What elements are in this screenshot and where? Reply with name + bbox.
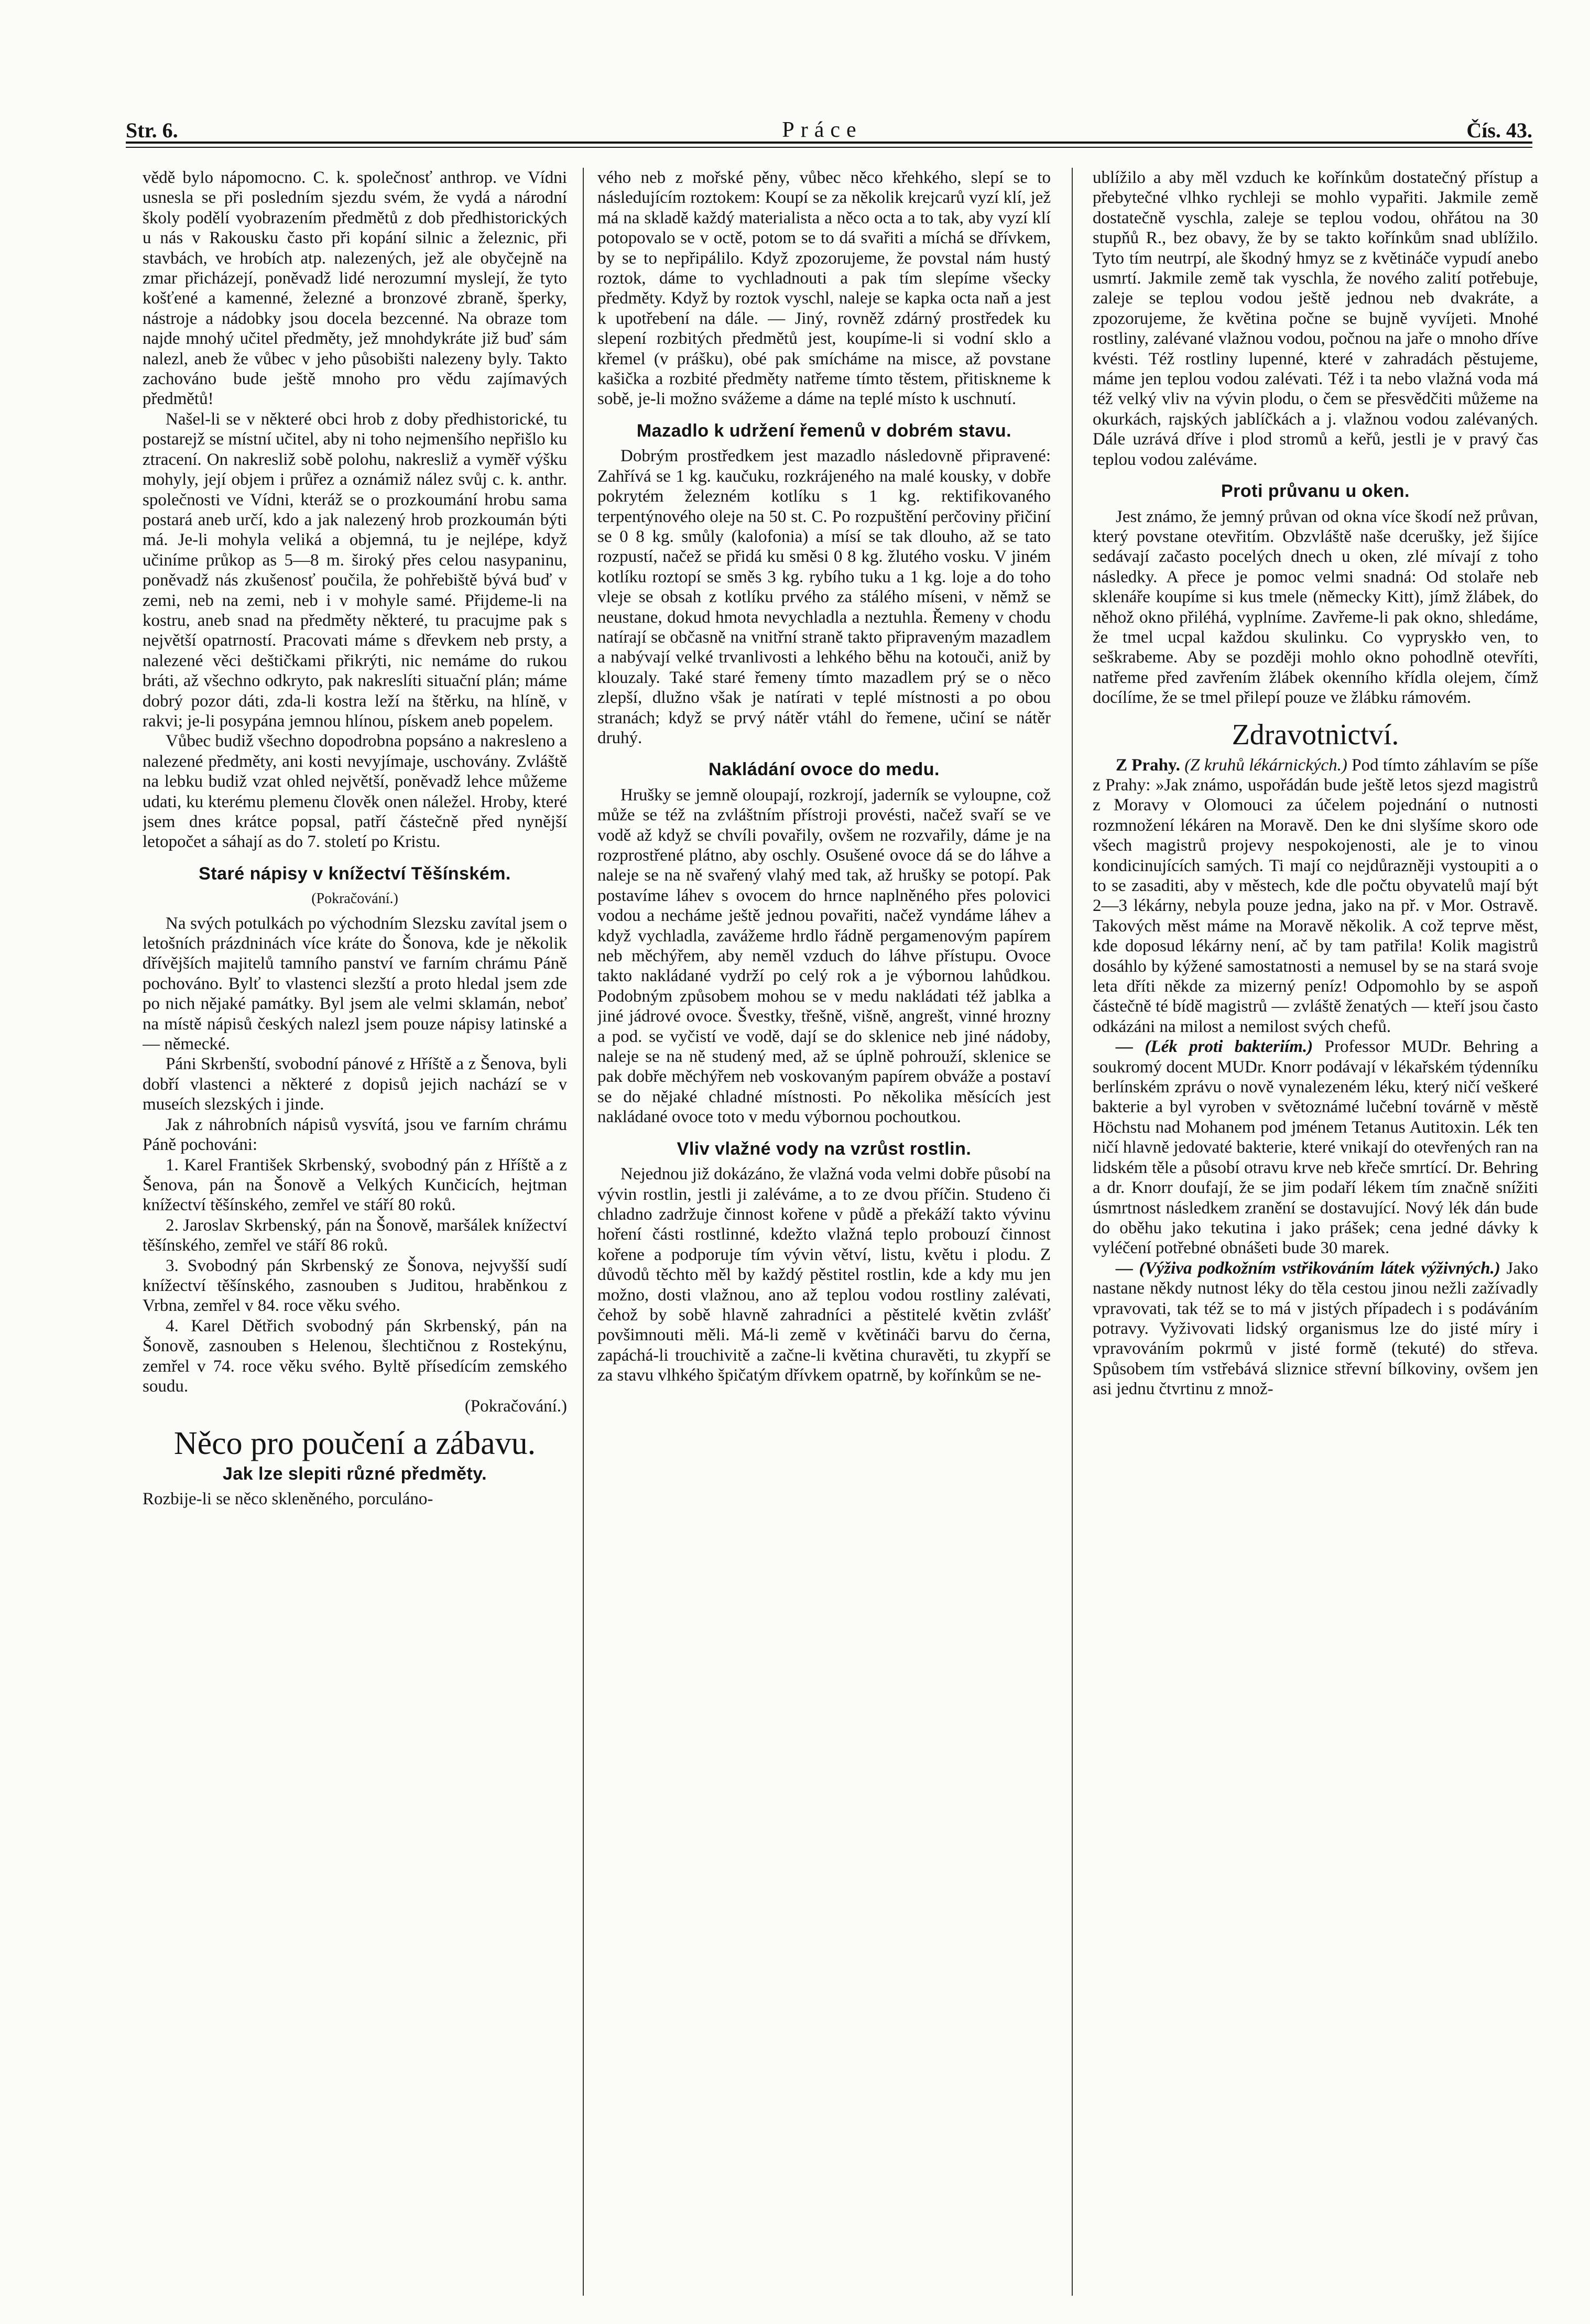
article-heading: Nakládání ovoce do medu. (709, 759, 940, 780)
paragraph-text: Jako nastane někdy nutnost léky do těla cestou jinou nežli zažívadly vpravovati, tak též se to má v jistých případech i s podáváním potravy. Vyživovati lidský organismus lze do jisté míry i vpravováním pokrmů v jisté formě (tekuté) do střeva. Spůsobem tím vstřebává sliznice střevní bílkoviny, ovšem jen asi jednu čtvrtinu z množ- (1093, 1258, 1538, 1399)
masthead-title: Práce (782, 118, 863, 142)
paragraph: Našel-li se v některé obci hrob z doby předhistorické, tu postarejž se místní učitel, aby ni toho nejmenšího nepřišlo ku ztracení. On nakresliž sobě polohu, nakresliž a vyměř výšku mohyly, její objem i průřez a oznámiž nález svůj c. k. anthr. společnosti ve Vídni, kteráž se o prozkoumání hrobu sama postará aneb určí, kdo a jak nalezený hrob prozkoumán býti má. Je-li mohyla veliká a objemná, tu je nejlépe, když učiníme průkop as 5—8 m. široký přes celou nasypaninu, poněvadž nás zkušenosť poučila, že pohřebiště bývá buď v zemi, neb na zemi, neb i v mohyle samé. Přijdeme-li na kostru, aneb snad na předměty některé, tu pracujme pak s největší opatrností. Pracovati máme s dřevkem neb prsty, a nalezené věci deštičkami přikrýti, nic nemáme do rukou bráti, až všechno odkryto, pak nakreslíti situační plán; máme dobrý pozor dáti, zda-li kostra leží na štěrku, na hlíně, v rakvi; je-li posypána jemnou hlínou, pískem aneb popelem. (143, 409, 567, 731)
paragraph (1093, 1037, 1538, 1258)
article-heading: Jak lze slepiti různé předměty. (222, 1463, 487, 1484)
column-2 (597, 168, 1051, 2296)
paragraph: Hrušky se jemně oloupají, rozkrojí, jaderník se vyloupne, což může se též na zvláštním přístroji provésti, načež svaří se ve vodě až když se chvíli povařily, ovšem ne rozvařily, dáme je na rozprostřené plátno, aby oschly. Osušené ovoce dá se do láhve a naleje se na ně svařený vlahý med tak, až hrušky se potopí. Pak postavíme láhev s ovocem do hrnce naplněného přes polovici vodou a necháme ještě jednou povařiti, načež vyndáme láhev a když vychladla, zavážeme hrdlo řádně pergamenovým papírem neb měchýřem, aby neměl vzduch do láhve přístupu. Ovoce takto nakládané vydrží po celý rok a je výbornou lahůdkou. Podobným způsobem mohou se v medu nakládati též jablka a jiné jádrové ovoce. Švestky, třešně, višně, angrešt, vinné hrozny a pod. se vyčistí ve vodě, dají se do sklenice neb jiné nádoby, naleje se na ně studený med, až se úplně pohrouží, sklenice se pak dobře měchýřem neb voskovaným papírem obváže a postaví se do nějaké chladné místnosti. Po několika měsících jest nakládané ovoce toto v medu výbornou pochoutkou. (597, 785, 1051, 1127)
article-heading: Staré nápisy v knížectví Těšínském. (199, 863, 511, 884)
article-heading: Mazadlo k udržení řemenů v dobrém stavu. (636, 420, 1012, 441)
page-number: Str. 6. (126, 118, 178, 142)
section-heading: Zdravotnictví. (1232, 718, 1399, 751)
list-item: 2. Jaroslav Skrbenský, pán na Šonově, maršálek knížectví těšínského, zemřel ve stáří 86 roků. (143, 1215, 567, 1255)
paragraph: vědě bylo nápomocno. C. k. společnosť anthrop. ve Vídni usnesla se při posledním sjezdu svém, že vydá a národní školy podělí vyobrazením předmětů z dob předhistorických u nás v Rakousku často při kopání silnic a železnic, při stavbách, ve hrobích atp. nalezených, jež ale obyčejně na zmar přicházejí, poněvadž lidé nerozumní myslejí, že tyto košťené a kamenné, železné a bronzové zbraně, šperky, nástroje a nádobky jsou docela bezcenné. Na obraze tom najde mnohý učitel předměty, jež mnohdykráte již buď sám nalezl, aneb že vůbec v jeho působišti nalezeny byly. Takto zachováno bude ještě mnoho pro vědu zajímavých předmětů! (143, 168, 567, 409)
continuation-note: (Pokračování.) (311, 890, 398, 907)
column-1 (143, 168, 567, 2296)
header-rule (126, 142, 1532, 144)
paragraph: Jest známo, že jemný průvan od okna více škodí než průvan, který povstane otevřitím. Obzvláště naše dcerušky, jež šijíce sedávají začasto pocelých dnech u oken, zlé mívají z toho následky. A přece je pomoc velmi snadná: Od stolaře neb sklenáře koupíme si kus tmele (německy Kitt), jímž žlábek, do něhož okno přiléhá, vyplníme. Zavřeme-li pak okno, shledáme, že tmel ucpal každou skulinku. Co vypryskło ven, to seškrabeme. Aby se později mohlo okno pohodlně otevříti, natřeme před zavřením žlábek okenního křídla olejem, čímž docílíme, že se tmel přilepí pouze ve žlábku rámovém. (1093, 507, 1538, 708)
article-heading: Proti průvanu u oken. (1221, 481, 1410, 502)
paragraph (1093, 1258, 1538, 1399)
column-3 (1093, 168, 1538, 2296)
continuation-note: (Pokračování.) (464, 1397, 567, 1416)
list-item: 4. Karel Dětřich svobodný pán Skrbenský, pán na Šonově, zasnouben s Helenou, šlechtičnou z Rostekýnu, zemřel v 74. roce věku svého. Byltě přísedícím zemského soudu. (143, 1316, 567, 1396)
page-header (126, 110, 1532, 143)
paragraph: Rozbije-li se něco skleněného, porculáno- (143, 1490, 433, 1509)
paragraph: Nejednou již dokázáno, že vlažná voda velmi dobře působí na vývin rostlin, jestli ji zaléváme, a to ze dvou příčin. Studeno či chladno zadržuje činnost kořene v půdě a překáží takto vývinu hoření části rostlinné, kdežto vlažná teplo probouzí činnost kořene a podporuje tím vývin větví, listu, květu i plodu. Z důvodů těchto měl by každý pěstitel rostlin, kde a kdy mu jen možno, dosti vlažnou, ano až teplou vodou rostliny zalévati, čehož by sobě hlavně zahradníci a pěstitelé květin zvlášť povšimnouti měli. Má-li země v květináči barvu do černa, zapáchá-li trouchivitě a začne-li květina churavěti, tu zkypří se za stavu vlhkého špičatým dřívkem opatrně, by kořínkům se ne- (597, 1165, 1051, 1385)
paragraph: vého neb z mořské pěny, vůbec něco křehkého, slepí se to následujícím roztokem: Koupí se za několik krejcarů vyzí klí, jež má na skladě každý materialista a něco octa a to tak, aby vyzí klí potopovalo se v octě, potom se to dá svařiti a míchá se dřívkem, by se to nepřipálilo. Když zpozorujeme, že povstal nám hustý roztok, dáme to vychladnouti a pak tím slepíme všecky předměty. Když by roztok vyschl, naleje se kapka octa naň a jest k upotřebení na dále. — Jiný, rovněž zdárný prostředek ku slepení rozbitých předmětů jest, koupíme-li si vodní sklo a křemel (v prášku), obé pak smícháme na misce, až povstane kašička a rozbité předměty natřeme tímto těstem, přitiskneme k sobě, je-li možno svážeme a dáme na teplé místo k uschnutí. (597, 168, 1051, 409)
paragraph: ublížilo a aby měl vzduch ke kořínkům dostatečný přístup a přebytečné vlhko rychleji se mohlo vypařiti. Jakmile země dostatečně vyschla, zaleje se teplou vodou, ohřátou na 30 stupňů R., bez obavy, že by se takto kořínkům snad ublížilo. Tyto tím neutrpí, ale škodný hmyz se z květináče vypudí anebo usmrtí. Jakmile země tak vyschla, že nového zalití potřebuje, zaleje se teplou vodou ještě jednou neb dvakráte, a zpozorujeme, že květina počne se bujně vyvíjeti. Mnohé rostliny, zalévané vlažnou vodou, počnou na jaře o mnoho dříve kvésti. Též rostliny lupenné, které v zahradách pěstujeme, máme jen teplou vodou zalévati. Též i ta nebo vlažná voda má též velký vliv na vývin plodu, o čem se přesvědčiti můžeme na okurkách, rajských jablíčkách a j. vlažnou vodou zalévaných. Dále uzrává dříve i plod stromů a keřů, jestli je v pravý čas teplou vodou zaléváme. (1093, 168, 1538, 469)
issue-number: Čís. 43. (1466, 118, 1532, 142)
paragraph (1093, 755, 1538, 1037)
header-rule-thin (126, 147, 1532, 148)
paragraph-text: Professor MUDr. Behring a soukromý docent MUDr. Knorr podávají v lékařském týdenníku berlínském zprávu o nově vynalezeném léku, který ničí veškeré bakterie a byl vyroben v světoznámé lučební továrně v městě Höchstu nad Mohanem pod jménem Tetanus Autitoxin. Lék ten ničí hlavně jedovaté bakterie, které vnikají do otevřených ran na lidském těle a působí otravu krve neb křeče smrtící. Dr. Behring a dr. Knorr doufají, že se jim podaří lékem tím značně snížiti úsmrtnost následkem zranění se dostavující. Nový lék dán bude do oběhu jako tekutina i jako prášek; cena jedné dávky k vyléčení potřebné obnášeti bude 30 marek. (1093, 1037, 1538, 1258)
news-lead: Z Prahy. (1116, 755, 1180, 775)
news-subtitle: (Z kruhů lékárnických.) (1184, 755, 1347, 775)
paragraph: Jak z náhrobních nápisů vysvítá, jsou ve farním chrámu Páně pochováni: (143, 1115, 567, 1155)
paragraph: Páni Skrbenští, svobodní pánové z Hříště a z Šenova, byli dobří vlastenci a některé z dopisů jejich nachází se v museích slezských i jinde. (143, 1055, 567, 1114)
paragraph: Vůbec budiž všechno dopodrobna popsáno a nakresleno a nalezené předměty, ani kosti nevyjímaje, uschovány. Zvláště na lebku budiž vzat ohled největší, poněvadž lehce můžeme udati, ku kterému plemenu člověk onen náležel. Hroby, které jsem dnes krátce popsal, patří částečně před nynější letopočet a sáhají as do 7. století po Kristu. (143, 732, 567, 852)
column-divider (583, 168, 584, 2296)
section-heading: Něco pro poučení a zábavu. (173, 1425, 536, 1461)
paragraph: Na svých potulkách po východním Slezsku zavítal jsem o letošních prázdninách více kráte do Šonova, kde je několik dřívějších majitelů tamního panství ve farním chrámu Páně pochováno. Bylť to vlastenci slezští a proto hledal jsem zde po nich nějaké památky. Byl jsem ale velmi sklamán, neboť na místě nápisů českých nalezl jsem pouze nápisy latinské a — německé. (143, 914, 567, 1054)
news-subtitle: — (Výživa podkožním vstřikováním látek výživných.) (1116, 1258, 1500, 1278)
list-item: 1. Karel František Skrbenský, svobodný pán z Hříště a z Šenova, pán na Šonově a Velkých Kunčicích, hejtman knížectví těšínského, zemřel ve stáří 80 roků. (143, 1155, 567, 1215)
list-item: 3. Svobodný pán Skrbenský ze Šonova, nejvyšší sudí knížectví těšínského, zasnouben s Juditou, hraběnkou z Vrbna, zemřel v 84. roce věku svého. (143, 1256, 567, 1316)
column-divider (1072, 168, 1073, 2296)
paragraph: Dobrým prostředkem jest mazadlo následovně připravené: Zahřívá se 1 kg. kaučuku, rozkrájeného na malé kousky, v dobře pokrytém železném kotlíku s 1 kg. rektifikovaného terpentýnového oleje na 50 st. C. Po rozpuštění perčoviny přičiní se 0 8 kg. smůly (kalofonia) a mísí se tak dlouho, až se tato rozpustí, načež se přidá ku směsi 0 8 kg. žlutého vosku. V jiném kotlíku roztopí se směs 3 kg. rybího tuku a 1 kg. loje a do toho vleje se obsah z kotlíku prvého za stálého míseni, v němž se neustane, dokud hmota nevychladla a neztuhla. Řemeny v chodu natírají se občasně na vnitřní straně takto připraveným mazadlem a nabývají velké trvanlivosti a lehkého běhu na kotouči, aniž by klouzaly. Také staré řemeny tímto mazadlem prý se o něco zlepší, dlužno však je natírati v teplé místnosti a po obou stranách; když se prvý nátěr vtáhl do řemene, učiní se nátěr druhý. (597, 447, 1051, 747)
news-subtitle: — (Lék proti bakteriím.) (1116, 1037, 1313, 1057)
paragraph-text: Pod tímto záhlavím se píše z Prahy: »Jak známo, uspořádán bude ještě letos sjezd magistrů z Moravy v Olomouci za účelem pojednání o nutnosti rozmnožení lékáren na Moravě. Den ke dni slyšíme skoro ode všech magistrů projevy nespokojenosti, ale je to vinou kondicinujících samých. Ti mají co nejdůrazněji vystoupiti a o to se zasaditi, aby v městech, kde dle počtu obyvatelů mají být 2—3 lékárny, nebyla pouze jedna, jako na př. v Mor. Ostravě. Takových měst máme na Moravě několik. A což teprve měst, kde doposud lékárny není, ač by tam patřila! Kolik magistrů dosáhlo by kýžené samostatnosti a nemusel by se na stará svoje leta dříti někde za mizerný peníz! Odpomohlo by se aspoň částečně té bídě magistrů — zvláště ženatých — kteří jsou často odkázáni na milost a nemilost svých chefů. (1093, 755, 1538, 1036)
article-heading: Vliv vlažné vody na vzrůst rostlin. (677, 1138, 972, 1159)
